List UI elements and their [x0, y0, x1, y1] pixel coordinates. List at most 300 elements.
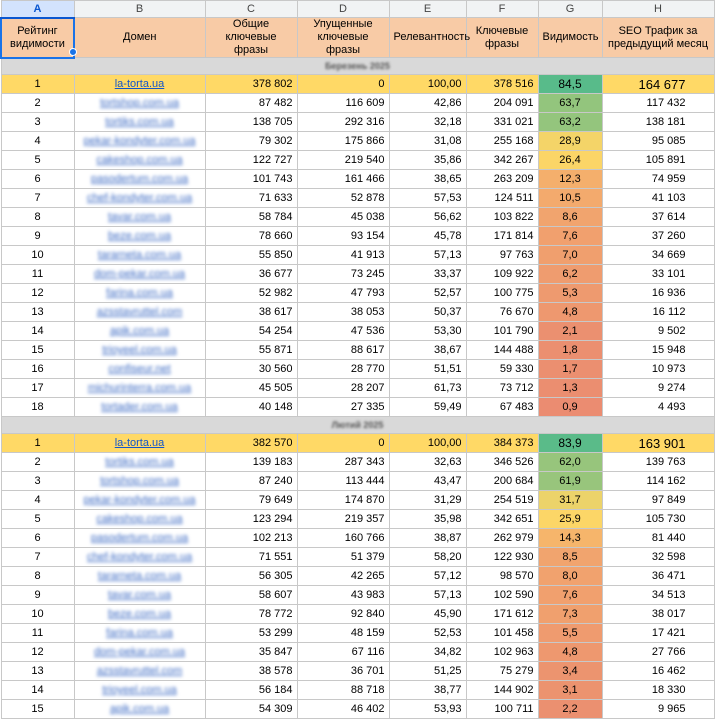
domain-cell[interactable] [74, 227, 205, 246]
seo-cell[interactable]: 18 330 [602, 681, 714, 700]
domain-cell[interactable] [74, 472, 205, 491]
keywords-cell[interactable]: 144 488 [466, 341, 538, 360]
total-cell[interactable]: 79 302 [205, 132, 297, 151]
visibility-cell[interactable]: 7,6 [538, 227, 602, 246]
keywords-cell[interactable]: 342 651 [466, 510, 538, 529]
rank-cell[interactable]: 2 [1, 453, 74, 472]
domain-cell[interactable] [74, 94, 205, 113]
seo-cell[interactable]: 139 763 [602, 453, 714, 472]
domain-link[interactable]: tavar.com.ua [108, 589, 171, 601]
missed-cell[interactable]: 52 878 [297, 189, 389, 208]
domain-cell[interactable] [74, 246, 205, 265]
seo-cell[interactable]: 10 973 [602, 360, 714, 379]
rank-cell[interactable]: 7 [1, 189, 74, 208]
rank-cell[interactable]: 11 [1, 265, 74, 284]
domain-link[interactable]: trioyeel.com.ua [102, 684, 177, 696]
seo-cell[interactable]: 105 730 [602, 510, 714, 529]
domain-link[interactable]: trioyeel.com.ua [102, 344, 177, 356]
missed-cell[interactable]: 219 540 [297, 151, 389, 170]
domain-link[interactable]: pasodertum.com.ua [90, 173, 189, 185]
rank-cell[interactable]: 1 [1, 75, 74, 94]
relevance-cell[interactable]: 52,53 [389, 624, 466, 643]
domain-cell[interactable] [74, 643, 205, 662]
domain-link[interactable]: confiseur.net [108, 363, 171, 375]
relevance-cell[interactable]: 31,08 [389, 132, 466, 151]
visibility-cell[interactable]: 1,8 [538, 341, 602, 360]
keywords-cell[interactable]: 171 814 [466, 227, 538, 246]
rank-cell[interactable]: 14 [1, 322, 74, 341]
rank-cell[interactable]: 7 [1, 548, 74, 567]
visibility-cell[interactable]: 62,0 [538, 453, 602, 472]
relevance-cell[interactable]: 57,12 [389, 567, 466, 586]
keywords-cell[interactable]: 171 612 [466, 605, 538, 624]
rank-cell[interactable]: 18 [1, 398, 74, 417]
column-header-c[interactable]: C [205, 1, 297, 18]
rank-cell[interactable]: 12 [1, 643, 74, 662]
missed-cell[interactable]: 42 265 [297, 567, 389, 586]
column-header-a[interactable]: A [1, 1, 74, 18]
total-cell[interactable]: 54 309 [205, 700, 297, 719]
relevance-cell[interactable]: 38,67 [389, 341, 466, 360]
seo-cell[interactable]: 9 965 [602, 700, 714, 719]
missed-cell[interactable]: 45 038 [297, 208, 389, 227]
section-title-cell[interactable] [1, 417, 714, 434]
visibility-cell[interactable]: 31,7 [538, 491, 602, 510]
rank-cell[interactable]: 1 [1, 434, 74, 453]
total-cell[interactable]: 138 705 [205, 113, 297, 132]
total-cell[interactable]: 38 617 [205, 303, 297, 322]
domain-cell[interactable] [74, 132, 205, 151]
relevance-cell[interactable]: 43,47 [389, 472, 466, 491]
keywords-cell[interactable]: 100 775 [466, 284, 538, 303]
visibility-cell[interactable]: 63,7 [538, 94, 602, 113]
domain-link[interactable]: pekar-kondyter.com.ua [83, 494, 196, 506]
missed-cell[interactable]: 219 357 [297, 510, 389, 529]
missed-cell[interactable]: 113 444 [297, 472, 389, 491]
missed-cell[interactable]: 161 466 [297, 170, 389, 189]
keywords-cell[interactable]: 204 091 [466, 94, 538, 113]
header-keywords-cell[interactable]: Ключевые фразы [466, 18, 538, 58]
visibility-cell[interactable]: 1,3 [538, 379, 602, 398]
relevance-cell[interactable]: 51,51 [389, 360, 466, 379]
visibility-cell[interactable]: 5,3 [538, 284, 602, 303]
domain-cell[interactable] [74, 529, 205, 548]
relevance-cell[interactable]: 35,86 [389, 151, 466, 170]
seo-cell[interactable]: 164 677 [602, 75, 714, 94]
relevance-cell[interactable]: 31,29 [389, 491, 466, 510]
relevance-cell[interactable]: 100,00 [389, 434, 466, 453]
relevance-cell[interactable]: 42,86 [389, 94, 466, 113]
header-relevance-cell[interactable]: Релевантность [389, 18, 466, 58]
keywords-cell[interactable]: 102 590 [466, 586, 538, 605]
keywords-cell[interactable]: 102 963 [466, 643, 538, 662]
relevance-cell[interactable]: 58,20 [389, 548, 466, 567]
visibility-cell[interactable]: 12,3 [538, 170, 602, 189]
rank-cell[interactable]: 8 [1, 567, 74, 586]
domain-link[interactable]: farina.com.ua [106, 287, 173, 299]
domain-cell[interactable] [74, 75, 205, 94]
keywords-cell[interactable]: 331 021 [466, 113, 538, 132]
domain-cell[interactable] [74, 548, 205, 567]
seo-cell[interactable]: 117 432 [602, 94, 714, 113]
header-domain-cell[interactable]: Домен [74, 18, 205, 58]
rank-cell[interactable]: 10 [1, 246, 74, 265]
keywords-cell[interactable]: 98 570 [466, 567, 538, 586]
domain-link[interactable]: pasodertum.com.ua [90, 532, 189, 544]
missed-cell[interactable]: 0 [297, 434, 389, 453]
domain-cell[interactable] [74, 379, 205, 398]
rank-cell[interactable]: 15 [1, 700, 74, 719]
seo-cell[interactable]: 95 085 [602, 132, 714, 151]
rank-cell[interactable]: 3 [1, 113, 74, 132]
domain-cell[interactable] [74, 189, 205, 208]
header-rank-cell[interactable]: Рейтинг видимости [1, 18, 74, 58]
total-cell[interactable]: 40 148 [205, 398, 297, 417]
missed-cell[interactable]: 73 245 [297, 265, 389, 284]
relevance-cell[interactable]: 61,73 [389, 379, 466, 398]
rank-cell[interactable]: 11 [1, 624, 74, 643]
keywords-cell[interactable]: 263 209 [466, 170, 538, 189]
missed-cell[interactable]: 43 983 [297, 586, 389, 605]
keywords-cell[interactable]: 67 483 [466, 398, 538, 417]
rank-cell[interactable]: 13 [1, 662, 74, 681]
keywords-cell[interactable]: 103 822 [466, 208, 538, 227]
seo-cell[interactable]: 36 471 [602, 567, 714, 586]
total-cell[interactable]: 102 213 [205, 529, 297, 548]
domain-link[interactable]: tortiks.com.ua [105, 116, 174, 128]
rank-cell[interactable]: 4 [1, 132, 74, 151]
rank-cell[interactable]: 17 [1, 379, 74, 398]
domain-link[interactable]: tavar.com.ua [108, 211, 171, 223]
total-cell[interactable]: 55 850 [205, 246, 297, 265]
domain-link[interactable]: azsstavruttel.com [96, 665, 183, 677]
rank-cell[interactable]: 9 [1, 227, 74, 246]
total-cell[interactable]: 122 727 [205, 151, 297, 170]
domain-cell[interactable] [74, 303, 205, 322]
total-cell[interactable]: 55 871 [205, 341, 297, 360]
domain-cell[interactable] [74, 170, 205, 189]
total-cell[interactable]: 101 743 [205, 170, 297, 189]
domain-link[interactable]: chef-kondyter.com.ua [86, 192, 193, 204]
rank-cell[interactable]: 9 [1, 586, 74, 605]
total-cell[interactable]: 56 184 [205, 681, 297, 700]
domain-link[interactable]: michurinterra.com.ua [87, 382, 192, 394]
visibility-cell[interactable]: 10,5 [538, 189, 602, 208]
missed-cell[interactable]: 88 617 [297, 341, 389, 360]
missed-cell[interactable]: 46 402 [297, 700, 389, 719]
domain-cell[interactable] [74, 662, 205, 681]
rank-cell[interactable]: 3 [1, 472, 74, 491]
keywords-cell[interactable]: 101 790 [466, 322, 538, 341]
keywords-cell[interactable]: 97 763 [466, 246, 538, 265]
domain-cell[interactable] [74, 700, 205, 719]
missed-cell[interactable]: 175 866 [297, 132, 389, 151]
missed-cell[interactable]: 160 766 [297, 529, 389, 548]
visibility-cell[interactable]: 0,9 [538, 398, 602, 417]
column-header-f[interactable]: F [466, 1, 538, 18]
header-seo-cell[interactable]: SEO Трафик за предыдущий месяц [602, 18, 714, 58]
total-cell[interactable]: 71 633 [205, 189, 297, 208]
keywords-cell[interactable]: 378 516 [466, 75, 538, 94]
rank-cell[interactable]: 14 [1, 681, 74, 700]
domain-link[interactable]: azsstavruttel.com [96, 306, 183, 318]
total-cell[interactable]: 71 551 [205, 548, 297, 567]
total-cell[interactable]: 78 660 [205, 227, 297, 246]
seo-cell[interactable]: 9 502 [602, 322, 714, 341]
visibility-cell[interactable]: 3,1 [538, 681, 602, 700]
relevance-cell[interactable]: 57,13 [389, 586, 466, 605]
domain-link[interactable]: apik.com.ua [109, 703, 170, 715]
relevance-cell[interactable]: 34,82 [389, 643, 466, 662]
seo-cell[interactable]: 16 112 [602, 303, 714, 322]
relevance-cell[interactable]: 45,78 [389, 227, 466, 246]
domain-cell[interactable] [74, 151, 205, 170]
domain-link[interactable]: la-torta.ua [114, 437, 165, 449]
total-cell[interactable]: 58 784 [205, 208, 297, 227]
seo-cell[interactable]: 34 669 [602, 246, 714, 265]
visibility-cell[interactable]: 28,9 [538, 132, 602, 151]
missed-cell[interactable]: 67 116 [297, 643, 389, 662]
domain-cell[interactable] [74, 681, 205, 700]
seo-cell[interactable]: 16 462 [602, 662, 714, 681]
seo-cell[interactable]: 74 959 [602, 170, 714, 189]
missed-cell[interactable]: 28 770 [297, 360, 389, 379]
rank-cell[interactable]: 5 [1, 151, 74, 170]
missed-cell[interactable]: 38 053 [297, 303, 389, 322]
rank-cell[interactable]: 8 [1, 208, 74, 227]
missed-cell[interactable]: 47 536 [297, 322, 389, 341]
column-header-h[interactable]: H [602, 1, 714, 18]
relevance-cell[interactable]: 100,00 [389, 75, 466, 94]
domain-link[interactable]: beze.com.ua [108, 608, 171, 620]
column-header-d[interactable]: D [297, 1, 389, 18]
relevance-cell[interactable]: 32,63 [389, 453, 466, 472]
relevance-cell[interactable]: 32,18 [389, 113, 466, 132]
keywords-cell[interactable]: 262 979 [466, 529, 538, 548]
rank-cell[interactable]: 2 [1, 94, 74, 113]
relevance-cell[interactable]: 45,90 [389, 605, 466, 624]
seo-cell[interactable]: 27 766 [602, 643, 714, 662]
keywords-cell[interactable]: 124 511 [466, 189, 538, 208]
seo-cell[interactable]: 138 181 [602, 113, 714, 132]
visibility-cell[interactable]: 7,6 [538, 586, 602, 605]
keywords-cell[interactable]: 73 712 [466, 379, 538, 398]
total-cell[interactable]: 123 294 [205, 510, 297, 529]
seo-cell[interactable]: 33 101 [602, 265, 714, 284]
domain-link[interactable]: tortiks.com.ua [105, 456, 174, 468]
domain-cell[interactable] [74, 491, 205, 510]
relevance-cell[interactable]: 38,77 [389, 681, 466, 700]
missed-cell[interactable]: 287 343 [297, 453, 389, 472]
domain-link[interactable]: beze.com.ua [108, 230, 171, 242]
visibility-cell[interactable]: 6,2 [538, 265, 602, 284]
visibility-cell[interactable]: 26,4 [538, 151, 602, 170]
total-cell[interactable]: 36 677 [205, 265, 297, 284]
relevance-cell[interactable]: 53,93 [389, 700, 466, 719]
total-cell[interactable]: 30 560 [205, 360, 297, 379]
missed-cell[interactable]: 36 701 [297, 662, 389, 681]
domain-link[interactable]: tortader.com.ua [101, 401, 178, 413]
total-cell[interactable]: 52 982 [205, 284, 297, 303]
visibility-cell[interactable]: 5,5 [538, 624, 602, 643]
visibility-cell[interactable]: 61,9 [538, 472, 602, 491]
keywords-cell[interactable]: 144 902 [466, 681, 538, 700]
seo-cell[interactable]: 41 103 [602, 189, 714, 208]
relevance-cell[interactable]: 51,25 [389, 662, 466, 681]
visibility-cell[interactable]: 7,0 [538, 246, 602, 265]
total-cell[interactable]: 54 254 [205, 322, 297, 341]
visibility-cell[interactable]: 8,0 [538, 567, 602, 586]
relevance-cell[interactable]: 38,87 [389, 529, 466, 548]
domain-cell[interactable] [74, 360, 205, 379]
total-cell[interactable]: 38 578 [205, 662, 297, 681]
domain-cell[interactable] [74, 434, 205, 453]
domain-cell[interactable] [74, 284, 205, 303]
visibility-cell[interactable]: 7,3 [538, 605, 602, 624]
keywords-cell[interactable]: 101 458 [466, 624, 538, 643]
keywords-cell[interactable]: 122 930 [466, 548, 538, 567]
seo-cell[interactable]: 16 936 [602, 284, 714, 303]
visibility-cell[interactable]: 83,9 [538, 434, 602, 453]
relevance-cell[interactable]: 53,30 [389, 322, 466, 341]
keywords-cell[interactable]: 109 922 [466, 265, 538, 284]
relevance-cell[interactable]: 59,49 [389, 398, 466, 417]
missed-cell[interactable]: 0 [297, 75, 389, 94]
visibility-cell[interactable]: 3,4 [538, 662, 602, 681]
total-cell[interactable]: 382 570 [205, 434, 297, 453]
visibility-cell[interactable]: 14,3 [538, 529, 602, 548]
visibility-cell[interactable]: 8,6 [538, 208, 602, 227]
visibility-cell[interactable]: 1,7 [538, 360, 602, 379]
visibility-cell[interactable]: 2,2 [538, 700, 602, 719]
seo-cell[interactable]: 37 260 [602, 227, 714, 246]
relevance-cell[interactable]: 57,13 [389, 246, 466, 265]
seo-cell[interactable]: 4 493 [602, 398, 714, 417]
domain-cell[interactable] [74, 624, 205, 643]
total-cell[interactable]: 87 240 [205, 472, 297, 491]
missed-cell[interactable]: 93 154 [297, 227, 389, 246]
visibility-cell[interactable]: 8,5 [538, 548, 602, 567]
seo-cell[interactable]: 97 849 [602, 491, 714, 510]
domain-cell[interactable] [74, 510, 205, 529]
domain-link[interactable]: pekar-kondyter.com.ua [83, 135, 196, 147]
header-visibility-cell[interactable]: Видимость [538, 18, 602, 58]
seo-cell[interactable]: 15 948 [602, 341, 714, 360]
seo-cell[interactable]: 32 598 [602, 548, 714, 567]
domain-cell[interactable] [74, 567, 205, 586]
domain-cell[interactable] [74, 208, 205, 227]
total-cell[interactable]: 378 802 [205, 75, 297, 94]
seo-cell[interactable]: 37 614 [602, 208, 714, 227]
domain-link[interactable]: cakeshop.com.ua [96, 513, 183, 525]
keywords-cell[interactable]: 100 711 [466, 700, 538, 719]
column-header-e[interactable]: E [389, 1, 466, 18]
keywords-cell[interactable]: 384 373 [466, 434, 538, 453]
total-cell[interactable]: 53 299 [205, 624, 297, 643]
missed-cell[interactable]: 47 793 [297, 284, 389, 303]
missed-cell[interactable]: 41 913 [297, 246, 389, 265]
domain-cell[interactable] [74, 605, 205, 624]
total-cell[interactable]: 87 482 [205, 94, 297, 113]
domain-link[interactable]: tararneta.com.ua [97, 249, 182, 261]
total-cell[interactable]: 139 183 [205, 453, 297, 472]
missed-cell[interactable]: 51 379 [297, 548, 389, 567]
rank-cell[interactable]: 15 [1, 341, 74, 360]
rank-cell[interactable]: 10 [1, 605, 74, 624]
domain-link[interactable]: tortshop.com.ua [100, 97, 179, 109]
rank-cell[interactable]: 16 [1, 360, 74, 379]
relevance-cell[interactable]: 38,65 [389, 170, 466, 189]
seo-cell[interactable]: 34 513 [602, 586, 714, 605]
missed-cell[interactable]: 292 316 [297, 113, 389, 132]
seo-cell[interactable]: 81 440 [602, 529, 714, 548]
keywords-cell[interactable]: 346 526 [466, 453, 538, 472]
keywords-cell[interactable]: 255 168 [466, 132, 538, 151]
missed-cell[interactable]: 116 609 [297, 94, 389, 113]
seo-cell[interactable]: 114 162 [602, 472, 714, 491]
relevance-cell[interactable]: 35,98 [389, 510, 466, 529]
relevance-cell[interactable]: 56,62 [389, 208, 466, 227]
missed-cell[interactable]: 92 840 [297, 605, 389, 624]
domain-link[interactable]: tortshop.com.ua [100, 475, 179, 487]
column-header-g[interactable]: G [538, 1, 602, 18]
total-cell[interactable]: 35 847 [205, 643, 297, 662]
header-missed-cell[interactable]: Упущенные ключевые фразы [297, 18, 389, 58]
rank-cell[interactable]: 5 [1, 510, 74, 529]
missed-cell[interactable]: 28 207 [297, 379, 389, 398]
visibility-cell[interactable]: 4,8 [538, 303, 602, 322]
seo-cell[interactable]: 38 017 [602, 605, 714, 624]
domain-cell[interactable] [74, 398, 205, 417]
rank-cell[interactable]: 6 [1, 170, 74, 189]
total-cell[interactable]: 78 772 [205, 605, 297, 624]
total-cell[interactable]: 45 505 [205, 379, 297, 398]
domain-link[interactable]: apik.com.ua [109, 325, 170, 337]
rank-cell[interactable]: 4 [1, 491, 74, 510]
domain-cell[interactable] [74, 453, 205, 472]
keywords-cell[interactable]: 254 519 [466, 491, 538, 510]
rank-cell[interactable]: 6 [1, 529, 74, 548]
header-total-cell[interactable]: Общие ключевые фразы [205, 18, 297, 58]
visibility-cell[interactable]: 25,9 [538, 510, 602, 529]
missed-cell[interactable]: 48 159 [297, 624, 389, 643]
total-cell[interactable]: 58 607 [205, 586, 297, 605]
visibility-cell[interactable]: 84,5 [538, 75, 602, 94]
total-cell[interactable]: 79 649 [205, 491, 297, 510]
domain-link[interactable]: chef-kondyter.com.ua [86, 551, 193, 563]
seo-cell[interactable]: 17 421 [602, 624, 714, 643]
domain-link[interactable]: cakeshop.com.ua [96, 154, 183, 166]
keywords-cell[interactable]: 200 684 [466, 472, 538, 491]
seo-cell[interactable]: 105 891 [602, 151, 714, 170]
relevance-cell[interactable]: 50,37 [389, 303, 466, 322]
total-cell[interactable]: 56 305 [205, 567, 297, 586]
domain-cell[interactable] [74, 113, 205, 132]
keywords-cell[interactable]: 76 670 [466, 303, 538, 322]
domain-link[interactable]: la-torta.ua [114, 78, 165, 90]
section-title-cell[interactable] [1, 58, 714, 75]
domain-link[interactable]: dom-pekar.com.ua [93, 268, 186, 280]
column-header-b[interactable]: B [74, 1, 205, 18]
seo-cell[interactable]: 163 901 [602, 434, 714, 453]
domain-link[interactable]: farina.com.ua [106, 627, 173, 639]
missed-cell[interactable]: 27 335 [297, 398, 389, 417]
rank-cell[interactable]: 12 [1, 284, 74, 303]
visibility-cell[interactable]: 4,8 [538, 643, 602, 662]
visibility-cell[interactable]: 63,2 [538, 113, 602, 132]
keywords-cell[interactable]: 342 267 [466, 151, 538, 170]
relevance-cell[interactable]: 57,53 [389, 189, 466, 208]
